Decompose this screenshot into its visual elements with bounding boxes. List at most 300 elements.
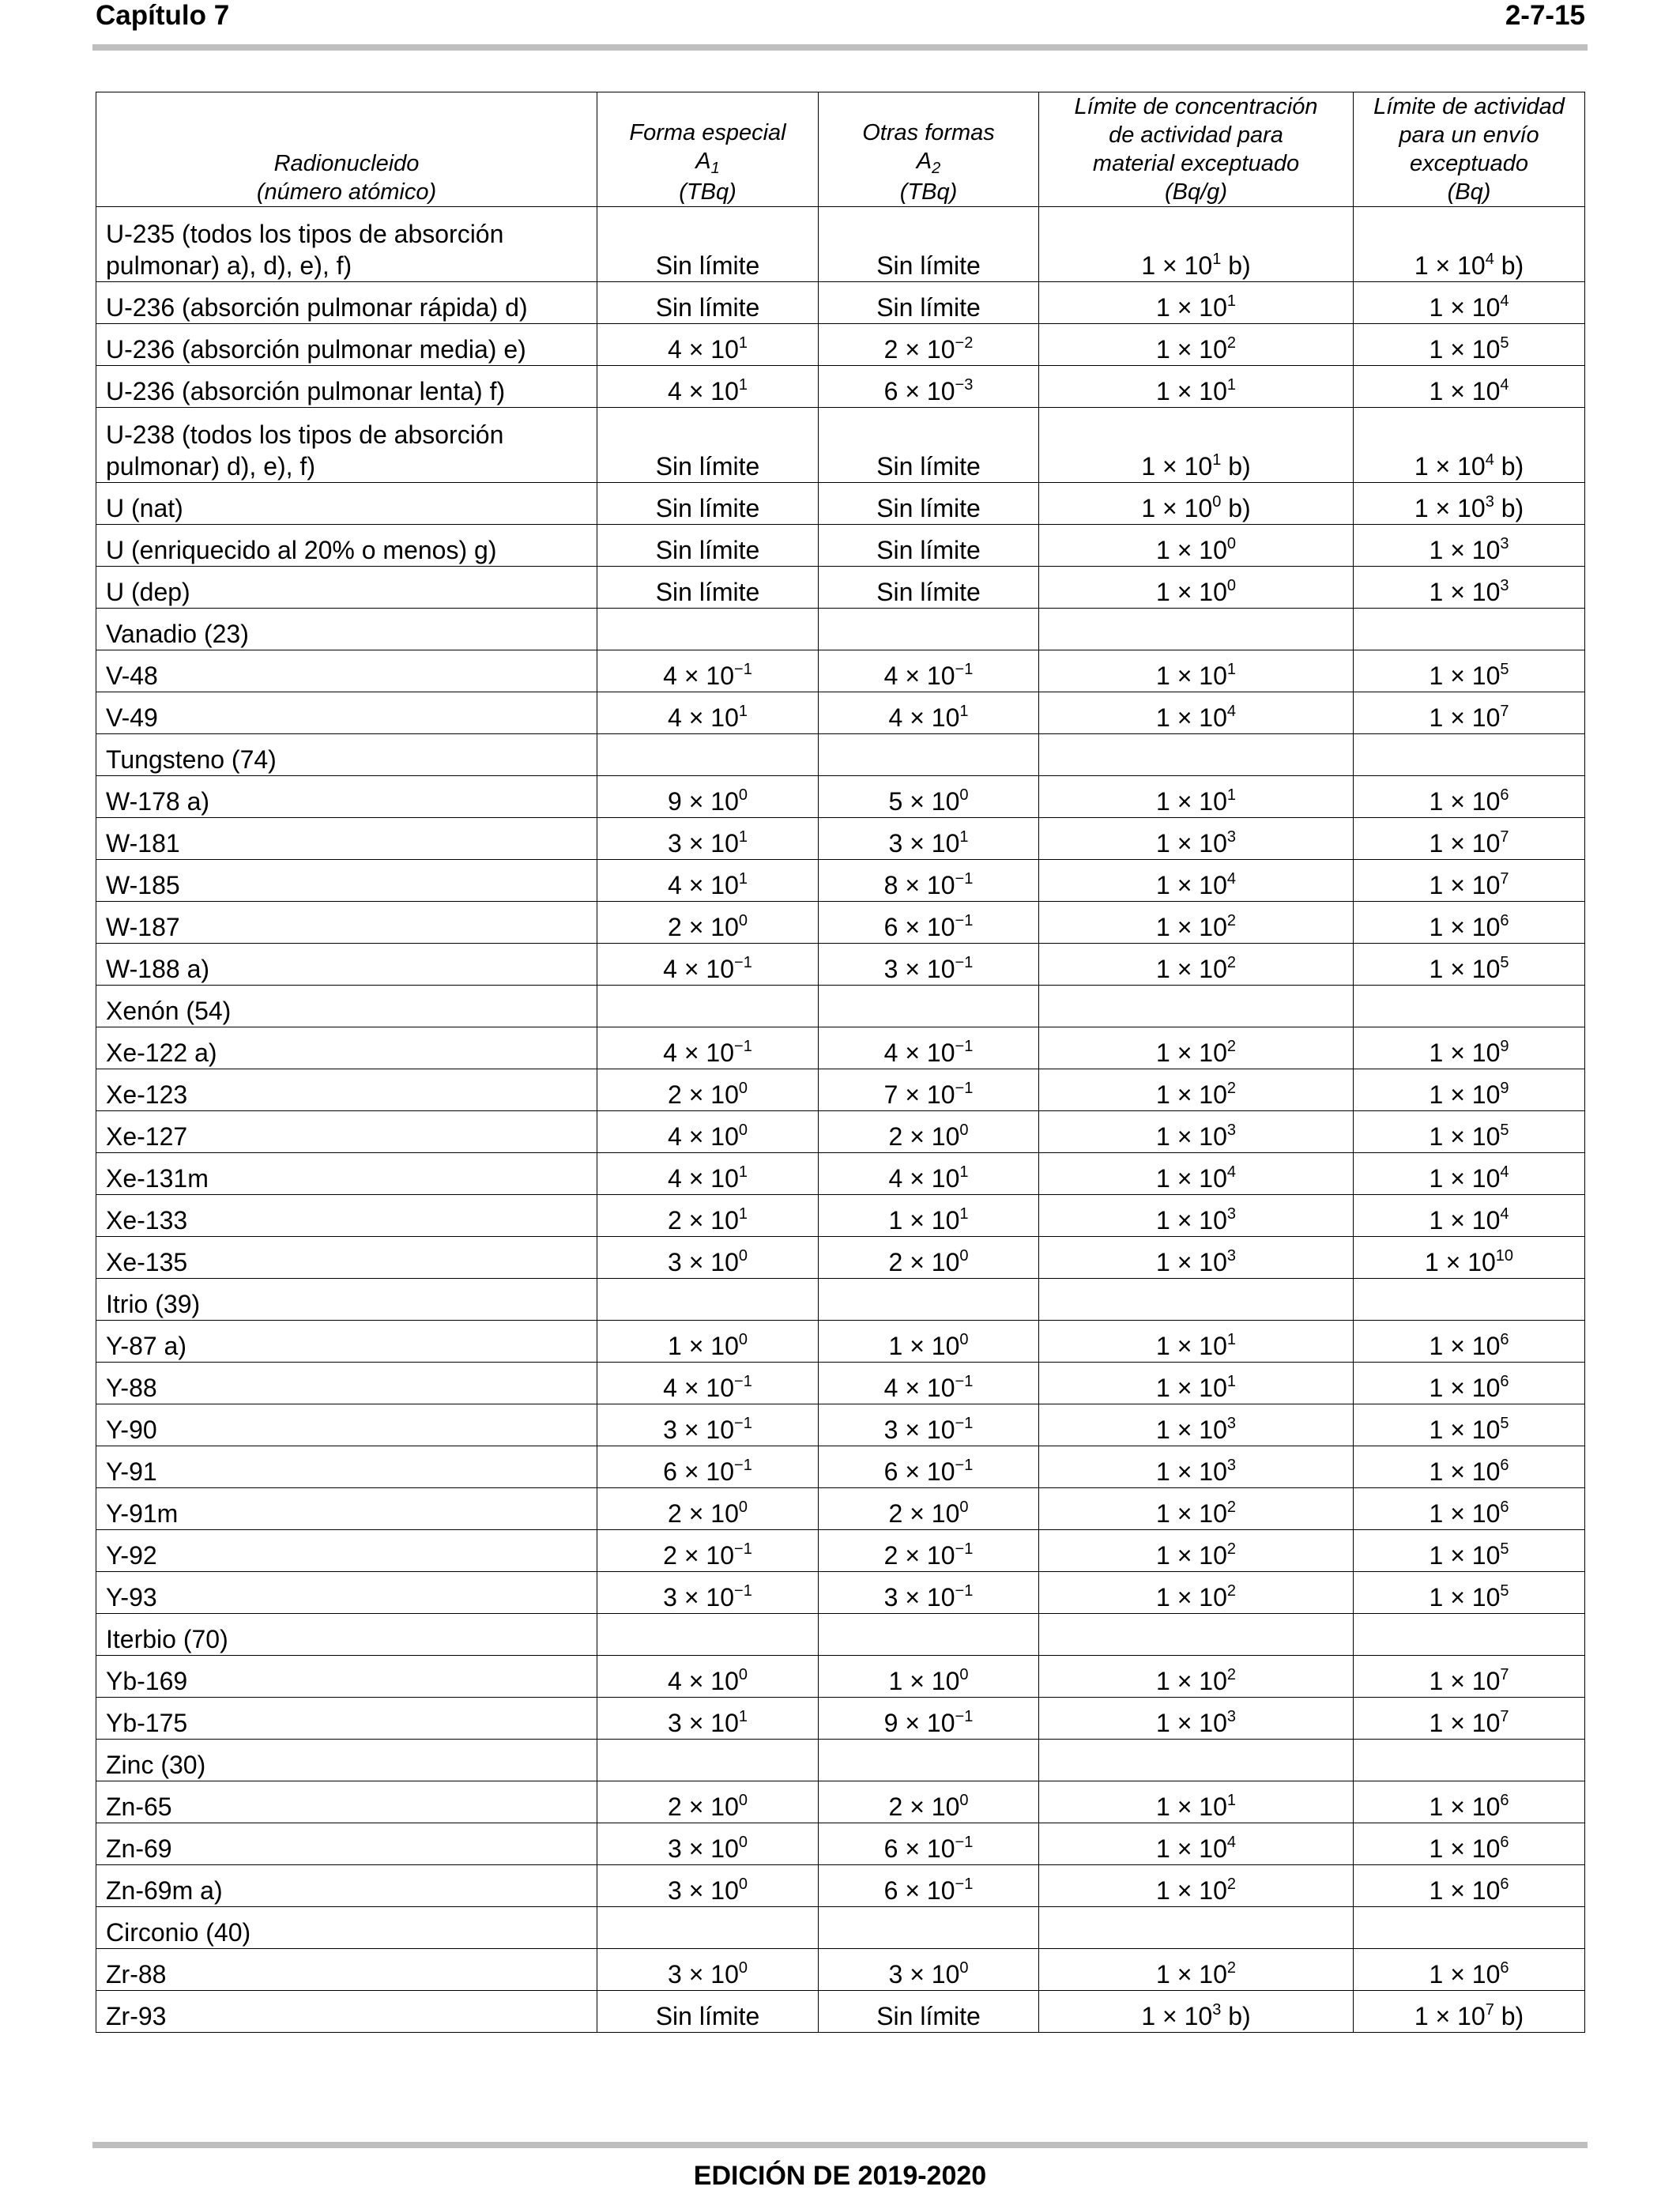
value-base: 3 × 10 bbox=[668, 1960, 739, 1989]
table-row bbox=[96, 944, 1585, 986]
value-base: 4 × 10 bbox=[663, 662, 735, 690]
radionuclide-cell: Zr-88 bbox=[96, 1949, 597, 1991]
value-base: 2 × 10 bbox=[888, 1122, 960, 1151]
value-exponent: 2 bbox=[1226, 1959, 1236, 1977]
value-base: 6 × 10 bbox=[663, 1457, 735, 1486]
value-exponent: 4 bbox=[1226, 1163, 1236, 1181]
concentration-limit-cell bbox=[1039, 1111, 1354, 1153]
value-exponent: −1 bbox=[955, 954, 974, 971]
value-base: 4 × 10 bbox=[668, 377, 739, 405]
value-exponent: −1 bbox=[955, 1038, 974, 1055]
value-exponent: −1 bbox=[734, 661, 752, 678]
value-exponent: 1 bbox=[959, 1163, 969, 1181]
value-exponent: −1 bbox=[955, 661, 974, 678]
value-base: 1 × 10 bbox=[1156, 1960, 1227, 1989]
value-base: 1 × 10 bbox=[1429, 1876, 1501, 1905]
value-base: 1 × 10 bbox=[1156, 1416, 1227, 1444]
value-base: 2 × 10 bbox=[668, 913, 739, 941]
value-exponent: 5 bbox=[1500, 334, 1509, 352]
value-exponent: 2 bbox=[1226, 954, 1236, 971]
value-exponent: 2 bbox=[1226, 1582, 1236, 1600]
a1-cell bbox=[597, 1698, 819, 1740]
a1-cell bbox=[597, 483, 819, 525]
a1-cell bbox=[597, 1823, 819, 1865]
concentration-limit-cell bbox=[1039, 986, 1354, 1027]
value-exponent: 4 bbox=[1226, 870, 1236, 888]
value-exponent: 3 bbox=[1485, 493, 1494, 511]
concentration-limit-cell bbox=[1039, 1363, 1354, 1404]
a2-cell bbox=[819, 1740, 1039, 1781]
value-base: 4 × 10 bbox=[668, 1164, 739, 1193]
value-base: Sin límite bbox=[876, 494, 981, 522]
table-row bbox=[96, 567, 1585, 609]
value-exponent: 6 bbox=[1500, 1457, 1509, 1474]
chapter-title: Capítulo 7 bbox=[96, 0, 230, 31]
value-base: 7 × 10 bbox=[883, 1080, 955, 1109]
activity-limit-cell bbox=[1354, 776, 1585, 818]
value-exponent: 6 bbox=[1500, 786, 1509, 804]
value-exponent: 7 bbox=[1485, 2001, 1494, 2019]
concentration-limit-cell bbox=[1039, 483, 1354, 525]
value-exponent: 3 bbox=[1226, 1122, 1236, 1139]
value-base: Sin límite bbox=[876, 578, 981, 606]
concentration-limit-cell bbox=[1039, 692, 1354, 734]
value-base: 1 × 10 bbox=[1156, 1793, 1227, 1821]
symbol-letter: A bbox=[695, 149, 711, 174]
activity-limit-cell bbox=[1354, 567, 1585, 609]
header-line: exceptuado bbox=[1410, 151, 1528, 176]
activity-limit-cell bbox=[1354, 1907, 1585, 1949]
a2-cell bbox=[819, 944, 1039, 986]
a2-cell bbox=[819, 1195, 1039, 1237]
activity-limit-cell bbox=[1354, 1237, 1585, 1279]
value-exponent: 0 bbox=[959, 1498, 969, 1516]
activity-limit-cell bbox=[1354, 902, 1585, 944]
value-exponent: 0 bbox=[959, 1247, 969, 1265]
radionuclide-cell: Y-88 bbox=[96, 1363, 597, 1404]
activity-limit-cell bbox=[1354, 1656, 1585, 1698]
table-row bbox=[96, 1530, 1585, 1572]
value-base: 3 × 10 bbox=[668, 1876, 739, 1905]
value-base: 1 × 10 bbox=[1156, 293, 1227, 322]
radionuclide-cell: W-185 bbox=[96, 860, 597, 902]
a2-cell bbox=[819, 1488, 1039, 1530]
radionuclide-cell: Iterbio (70) bbox=[96, 1614, 597, 1656]
value-base: Sin límite bbox=[655, 251, 760, 280]
value-base: 1 × 10 bbox=[1429, 1499, 1501, 1528]
a1-cell bbox=[597, 902, 819, 944]
a1-cell bbox=[597, 1237, 819, 1279]
value-base: Sin límite bbox=[876, 293, 981, 322]
concentration-limit-cell bbox=[1039, 1656, 1354, 1698]
a1-cell bbox=[597, 1949, 819, 1991]
a1-cell bbox=[597, 860, 819, 902]
value-base: 1 × 10 bbox=[1414, 2002, 1486, 2030]
header-line: Límite de actividad bbox=[1373, 94, 1565, 119]
radionuclide-cell: V-48 bbox=[96, 650, 597, 692]
activity-limit-cell bbox=[1354, 1572, 1585, 1614]
a2-cell bbox=[819, 483, 1039, 525]
a1-cell bbox=[597, 408, 819, 483]
a2-cell bbox=[819, 1907, 1039, 1949]
value-exponent: 4 bbox=[1500, 1163, 1509, 1181]
element-group-row bbox=[96, 1279, 1585, 1321]
table-row bbox=[96, 1991, 1585, 2033]
activity-limit-cell bbox=[1354, 944, 1585, 986]
value-base: 1 × 10 bbox=[1156, 1499, 1227, 1528]
value-base: 1 × 10 bbox=[1156, 1834, 1227, 1863]
value-base: 1 × 10 bbox=[1141, 494, 1213, 522]
value-exponent: 0 bbox=[959, 1122, 969, 1139]
radionuclide-cell: Xe-135 bbox=[96, 1237, 597, 1279]
value-exponent: 3 bbox=[1226, 828, 1236, 846]
value-base: 4 × 10 bbox=[663, 1039, 735, 1067]
value-base: Sin límite bbox=[655, 293, 760, 322]
value-base: 1 × 10 bbox=[1429, 662, 1501, 690]
value-exponent: 4 bbox=[1500, 292, 1509, 310]
value-exponent: −1 bbox=[955, 1875, 974, 1893]
table-row bbox=[96, 1195, 1585, 1237]
a1-cell bbox=[597, 282, 819, 324]
col-header-a1 bbox=[597, 92, 819, 207]
value-base: 3 × 10 bbox=[888, 1960, 960, 1989]
value-base: 1 × 10 bbox=[1429, 536, 1501, 564]
value-base: 1 × 10 bbox=[1429, 1332, 1501, 1360]
value-base: 1 × 10 bbox=[1156, 955, 1227, 983]
value-base: 2 × 10 bbox=[883, 1541, 955, 1570]
value-base: 4 × 10 bbox=[883, 1039, 955, 1067]
activity-limit-cell bbox=[1354, 366, 1585, 408]
table-row bbox=[96, 1865, 1585, 1907]
table-row bbox=[96, 1488, 1585, 1530]
concentration-limit-cell bbox=[1039, 1907, 1354, 1949]
value-base: 1 × 10 bbox=[1156, 1876, 1227, 1905]
value-exponent: −1 bbox=[955, 1415, 974, 1432]
value-exponent: 0 bbox=[738, 1792, 748, 1809]
a1-cell bbox=[597, 734, 819, 776]
value-exponent: 3 bbox=[1226, 1205, 1236, 1223]
value-exponent: 3 bbox=[1212, 2001, 1222, 2019]
concentration-limit-cell bbox=[1039, 207, 1354, 282]
value-base: Sin límite bbox=[655, 536, 760, 564]
value-exponent: 5 bbox=[1500, 661, 1509, 678]
concentration-limit-cell bbox=[1039, 408, 1354, 483]
table-row bbox=[96, 1027, 1585, 1069]
value-base: 1 × 10 bbox=[1429, 829, 1501, 858]
radionuclide-cell: Y-92 bbox=[96, 1530, 597, 1572]
value-base: 4 × 10 bbox=[888, 1164, 960, 1193]
value-base: 1 × 10 bbox=[1156, 1583, 1227, 1612]
a2-cell bbox=[819, 408, 1039, 483]
value-base: 1 × 10 bbox=[1429, 1960, 1501, 1989]
value-base: 1 × 10 bbox=[1429, 377, 1501, 405]
table-row bbox=[96, 1949, 1585, 1991]
radionuclide-cell: U-235 (todos los tipos de absorción pulmonar) a), d), e), f) bbox=[96, 207, 597, 282]
value-exponent: 6 bbox=[1500, 1498, 1509, 1516]
a2-cell bbox=[819, 776, 1039, 818]
value-exponent: −1 bbox=[955, 1834, 974, 1851]
a1-cell bbox=[597, 1991, 819, 2033]
table-row bbox=[96, 408, 1585, 483]
a2-cell bbox=[819, 207, 1039, 282]
element-group-row bbox=[96, 986, 1585, 1027]
value-exponent: 6 bbox=[1500, 1792, 1509, 1809]
value-base: 1 × 10 bbox=[1414, 251, 1486, 280]
value-base: 6 × 10 bbox=[883, 1457, 955, 1486]
table-row bbox=[96, 1446, 1585, 1488]
table-row bbox=[96, 282, 1585, 324]
header-line: Radionucleido bbox=[273, 151, 420, 176]
header-line: material exceptuado bbox=[1092, 151, 1300, 176]
a1-cell bbox=[597, 986, 819, 1027]
concentration-limit-cell bbox=[1039, 1027, 1354, 1069]
value-exponent: 6 bbox=[1500, 1959, 1509, 1977]
value-exponent: 6 bbox=[1500, 1331, 1509, 1348]
value-exponent: 0 bbox=[1226, 535, 1236, 552]
value-base: 1 × 10 bbox=[1429, 578, 1501, 606]
value-exponent: 2 bbox=[1226, 1080, 1236, 1097]
a1-cell bbox=[597, 818, 819, 860]
value-exponent: −1 bbox=[955, 1582, 974, 1600]
value-exponent: 6 bbox=[1500, 1875, 1509, 1893]
concentration-limit-cell bbox=[1039, 1698, 1354, 1740]
value-base: 2 × 10 bbox=[668, 1499, 739, 1528]
value-base: 4 × 10 bbox=[883, 662, 955, 690]
value-base: 1 × 10 bbox=[1429, 1039, 1501, 1067]
activity-limit-cell bbox=[1354, 1740, 1585, 1781]
concentration-limit-cell bbox=[1039, 1865, 1354, 1907]
value-base: Sin límite bbox=[655, 578, 760, 606]
value-base: 4 × 10 bbox=[668, 1667, 739, 1695]
a1-cell bbox=[597, 1740, 819, 1781]
col-header-radionuclide bbox=[96, 92, 597, 207]
value-base: 1 × 10 bbox=[1429, 787, 1501, 816]
value-exponent: 1 bbox=[738, 870, 748, 888]
table-row bbox=[96, 1656, 1585, 1698]
value-base: 2 × 10 bbox=[888, 1248, 960, 1276]
value-base: 6 × 10 bbox=[883, 1876, 955, 1905]
element-group-row bbox=[96, 734, 1585, 776]
value-footnote: b) bbox=[1221, 494, 1251, 522]
a1-cell bbox=[597, 1446, 819, 1488]
value-exponent: 6 bbox=[1500, 1373, 1509, 1390]
value-base: 1 × 10 bbox=[1429, 1583, 1501, 1612]
activity-limit-cell bbox=[1354, 483, 1585, 525]
value-exponent: −1 bbox=[955, 1540, 974, 1558]
header-line: (Bq) bbox=[1447, 179, 1491, 205]
a1-cell bbox=[597, 567, 819, 609]
radionuclide-cell: Y-91m bbox=[96, 1488, 597, 1530]
value-base: 6 × 10 bbox=[883, 913, 955, 941]
value-base: 1 × 10 bbox=[1156, 1039, 1227, 1067]
value-base: 1 × 10 bbox=[1429, 1541, 1501, 1570]
value-footnote: b) bbox=[1221, 452, 1251, 481]
concentration-limit-cell bbox=[1039, 1949, 1354, 1991]
value-footnote: b) bbox=[1494, 452, 1524, 481]
value-base: 1 × 10 bbox=[1429, 871, 1501, 899]
value-exponent: 7 bbox=[1500, 703, 1509, 720]
value-base: 1 × 10 bbox=[1156, 703, 1227, 732]
activity-limit-cell bbox=[1354, 609, 1585, 650]
value-base: 1 × 10 bbox=[1156, 829, 1227, 858]
activity-limit-cell bbox=[1354, 1027, 1585, 1069]
value-exponent: −1 bbox=[955, 870, 974, 888]
radionuclide-cell: Y-87 a) bbox=[96, 1321, 597, 1363]
value-base: 1 × 10 bbox=[888, 1206, 960, 1235]
a1-cell bbox=[597, 1027, 819, 1069]
concentration-limit-cell bbox=[1039, 902, 1354, 944]
activity-limit-cell bbox=[1354, 1614, 1585, 1656]
radionuclide-cell: W-187 bbox=[96, 902, 597, 944]
concentration-limit-cell bbox=[1039, 944, 1354, 986]
value-exponent: −1 bbox=[734, 1038, 752, 1055]
table-row bbox=[96, 324, 1585, 366]
value-base: Sin límite bbox=[876, 452, 981, 481]
value-base: 1 × 10 bbox=[1156, 1080, 1227, 1109]
radionuclide-cell: Xe-123 bbox=[96, 1069, 597, 1111]
concentration-limit-cell bbox=[1039, 1572, 1354, 1614]
header-line: de actividad para bbox=[1109, 123, 1283, 148]
symbol-subscript: 1 bbox=[710, 160, 720, 177]
a2-cell bbox=[819, 1321, 1039, 1363]
value-exponent: 0 bbox=[738, 1331, 748, 1348]
value-base: 1 × 10 bbox=[1156, 1709, 1227, 1737]
value-base: 1 × 10 bbox=[1429, 1793, 1501, 1821]
value-exponent: 2 bbox=[1226, 1666, 1236, 1683]
table-row bbox=[96, 650, 1585, 692]
value-exponent: 2 bbox=[1226, 1038, 1236, 1055]
header-line: Límite de concentración bbox=[1074, 94, 1318, 119]
radionuclide-cell: Circonio (40) bbox=[96, 1907, 597, 1949]
value-exponent: 1 bbox=[738, 1205, 748, 1223]
value-footnote: b) bbox=[1494, 494, 1524, 522]
value-base: 3 × 10 bbox=[663, 1416, 735, 1444]
concentration-limit-cell bbox=[1039, 525, 1354, 567]
concentration-limit-cell bbox=[1039, 1740, 1354, 1781]
value-base: 1 × 10 bbox=[1141, 2002, 1213, 2030]
value-base: 4 × 10 bbox=[668, 703, 739, 732]
value-exponent: −1 bbox=[734, 1540, 752, 1558]
header-symbol bbox=[828, 147, 1029, 178]
value-exponent: 5 bbox=[1500, 1582, 1509, 1600]
concentration-limit-cell bbox=[1039, 1991, 1354, 2033]
value-base: 2 × 10 bbox=[883, 335, 955, 364]
value-base: 1 × 10 bbox=[1156, 335, 1227, 364]
table-row bbox=[96, 1321, 1585, 1363]
value-base: 6 × 10 bbox=[883, 377, 955, 405]
value-exponent: 0 bbox=[959, 1792, 969, 1809]
value-exponent: 0 bbox=[738, 1247, 748, 1265]
value-base: 1 × 10 bbox=[1429, 335, 1501, 364]
value-exponent: 3 bbox=[1500, 577, 1509, 594]
concentration-limit-cell bbox=[1039, 1404, 1354, 1446]
table-row bbox=[96, 1153, 1585, 1195]
value-exponent: −1 bbox=[734, 1415, 752, 1432]
a2-cell bbox=[819, 1614, 1039, 1656]
a1-cell bbox=[597, 1530, 819, 1572]
value-exponent: −1 bbox=[955, 1708, 974, 1725]
table-row bbox=[96, 1781, 1585, 1823]
value-exponent: 5 bbox=[1500, 1540, 1509, 1558]
page-number: 2-7-15 bbox=[1505, 0, 1585, 31]
activity-limit-cell bbox=[1354, 1279, 1585, 1321]
activity-limit-cell bbox=[1354, 324, 1585, 366]
value-base: 1 × 10 bbox=[1429, 1457, 1501, 1486]
value-exponent: 1 bbox=[1226, 376, 1236, 394]
value-base: 4 × 10 bbox=[663, 955, 735, 983]
a2-cell bbox=[819, 1404, 1039, 1446]
activity-limit-cell bbox=[1354, 525, 1585, 567]
table-row bbox=[96, 692, 1585, 734]
value-base: 1 × 10 bbox=[1156, 536, 1227, 564]
value-base: 2 × 10 bbox=[668, 1793, 739, 1821]
radionuclide-cell: Zn-65 bbox=[96, 1781, 597, 1823]
value-base: 1 × 10 bbox=[1156, 1332, 1227, 1360]
value-exponent: −1 bbox=[955, 1457, 974, 1474]
value-base: 1 × 10 bbox=[1156, 377, 1227, 405]
a1-cell bbox=[597, 1488, 819, 1530]
value-base: 1 × 10 bbox=[1429, 293, 1501, 322]
element-group-row bbox=[96, 1740, 1585, 1781]
radionuclide-cell: Xe-133 bbox=[96, 1195, 597, 1237]
value-footnote: b) bbox=[1494, 251, 1524, 280]
radionuclide-cell: U-236 (absorción pulmonar rápida) d) bbox=[96, 282, 597, 324]
radionuclide-cell: W-188 a) bbox=[96, 944, 597, 986]
value-base: 1 × 10 bbox=[888, 1667, 960, 1695]
value-base: 3 × 10 bbox=[668, 1248, 739, 1276]
radionuclide-cell: Vanadio (23) bbox=[96, 609, 597, 650]
radionuclide-cell: Xenón (54) bbox=[96, 986, 597, 1027]
radionuclide-cell: U-238 (todos los tipos de absorción pulmonar) d), e), f) bbox=[96, 408, 597, 483]
value-base: 2 × 10 bbox=[668, 1080, 739, 1109]
value-exponent: 1 bbox=[738, 828, 748, 846]
activity-limit-cell bbox=[1354, 1069, 1585, 1111]
a1-cell bbox=[597, 1572, 819, 1614]
value-exponent: 0 bbox=[738, 1834, 748, 1851]
a1-cell bbox=[597, 324, 819, 366]
a2-cell bbox=[819, 1530, 1039, 1572]
concentration-limit-cell bbox=[1039, 1823, 1354, 1865]
value-exponent: 9 bbox=[1500, 1080, 1509, 1097]
concentration-limit-cell bbox=[1039, 1153, 1354, 1195]
concentration-limit-cell bbox=[1039, 1614, 1354, 1656]
value-exponent: 1 bbox=[738, 703, 748, 720]
value-base: Sin límite bbox=[876, 2002, 981, 2030]
value-base: 1 × 10 bbox=[888, 1332, 960, 1360]
radionuclide-cell: V-49 bbox=[96, 692, 597, 734]
value-base: 1 × 10 bbox=[1156, 913, 1227, 941]
radionuclide-cell: Itrio (39) bbox=[96, 1279, 597, 1321]
a2-cell bbox=[819, 1949, 1039, 1991]
value-exponent: 0 bbox=[959, 1959, 969, 1977]
table-row bbox=[96, 366, 1585, 408]
value-exponent: 4 bbox=[1500, 376, 1509, 394]
activity-limit-cell bbox=[1354, 1446, 1585, 1488]
value-base: 1 × 10 bbox=[1414, 452, 1486, 481]
activity-limit-cell bbox=[1354, 1321, 1585, 1363]
value-exponent: 2 bbox=[1226, 912, 1236, 929]
table-row bbox=[96, 1237, 1585, 1279]
value-exponent: 7 bbox=[1500, 828, 1509, 846]
value-base: 1 × 10 bbox=[1429, 913, 1501, 941]
value-base: 3 × 10 bbox=[668, 829, 739, 858]
radionuclide-cell: W-181 bbox=[96, 818, 597, 860]
table-row bbox=[96, 860, 1585, 902]
a1-cell bbox=[597, 1907, 819, 1949]
header-rule bbox=[92, 44, 1588, 51]
header-line: (número atómico) bbox=[256, 179, 437, 205]
concentration-limit-cell bbox=[1039, 1237, 1354, 1279]
